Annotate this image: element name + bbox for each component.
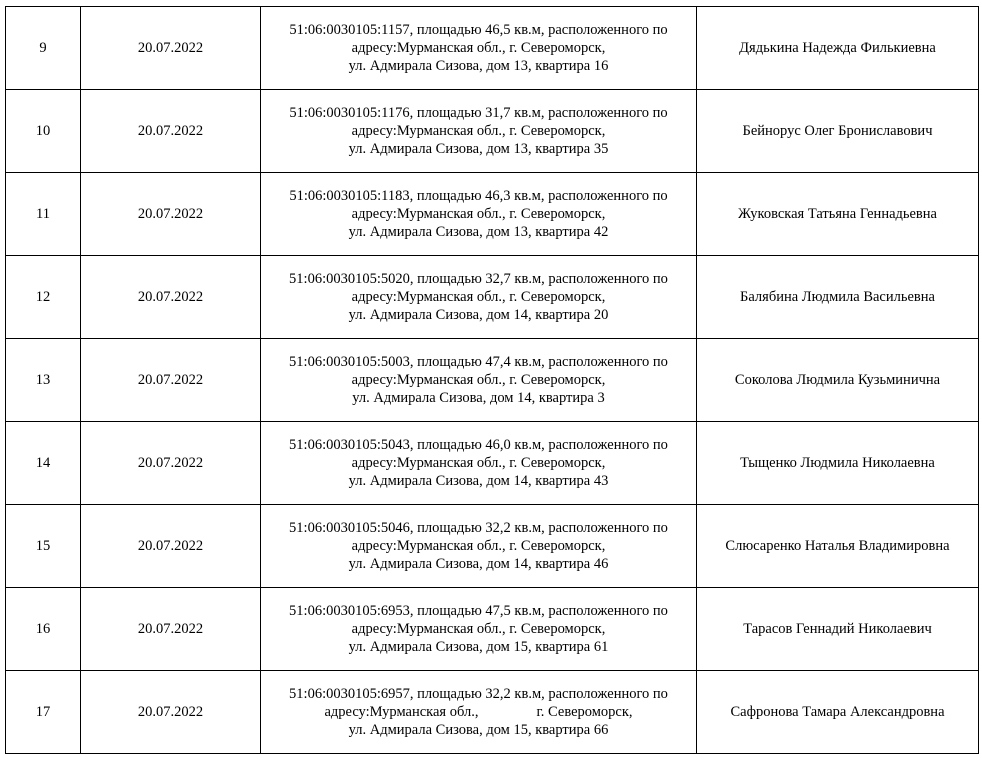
row-date: 20.07.2022 xyxy=(81,173,261,256)
table-row xyxy=(6,173,979,256)
row-date: 20.07.2022 xyxy=(81,90,261,173)
description-line: 51:06:0030105:1176, площадью 31,7 кв.м, расположенного по xyxy=(289,105,668,121)
row-date: 20.07.2022 xyxy=(81,7,261,90)
description-line: ул. Адмирала Сизова, дом 13, квартира 42 xyxy=(348,224,609,240)
row-property-description xyxy=(261,505,697,588)
row-number: 15 xyxy=(6,505,81,588)
row-number: 10 xyxy=(6,90,81,173)
row-owner-name: Жуковская Татьяна Геннадьевна xyxy=(697,173,979,256)
row-property-description xyxy=(261,7,697,90)
description-line: 51:06:0030105:5043, площадью 46,0 кв.м, расположенного по xyxy=(289,437,668,453)
description-line-split xyxy=(267,703,690,721)
table-row xyxy=(6,339,979,422)
description-line: 51:06:0030105:5003, площадью 47,4 кв.м, расположенного по xyxy=(289,354,668,370)
description-line: ул. Адмирала Сизова, дом 14, квартира 46 xyxy=(348,556,609,572)
row-owner-name: Слюсаренко Наталья Владимировна xyxy=(697,505,979,588)
description-line: ул. Адмирала Сизова, дом 14, квартира 20 xyxy=(348,307,609,323)
description-line-part: г. Североморск, xyxy=(536,704,633,720)
description-line: ул. Адмирала Сизова, дом 14, квартира 3 xyxy=(352,390,605,406)
row-owner-name: Соколова Людмила Кузьминична xyxy=(697,339,979,422)
row-date: 20.07.2022 xyxy=(81,505,261,588)
table-row xyxy=(6,7,979,90)
row-date: 20.07.2022 xyxy=(81,422,261,505)
row-number: 9 xyxy=(6,7,81,90)
table-row xyxy=(6,90,979,173)
description-line-part: адресу:Мурманская обл., xyxy=(324,704,479,720)
description-line: 51:06:0030105:1183, площадью 46,3 кв.м, расположенного по xyxy=(289,188,668,204)
row-property-description xyxy=(261,256,697,339)
table-row xyxy=(6,671,979,754)
row-property-description xyxy=(261,90,697,173)
description-line: адресу:Мурманская обл., г. Североморск, xyxy=(351,621,606,637)
description-line: ул. Адмирала Сизова, дом 13, квартира 35 xyxy=(348,141,609,157)
row-number: 13 xyxy=(6,339,81,422)
description-line: адресу:Мурманская обл., г. Североморск, xyxy=(351,40,606,56)
description-line: адресу:Мурманская обл., г. Североморск, xyxy=(351,206,606,222)
description-line: 51:06:0030105:1157, площадью 46,5 кв.м, расположенного по xyxy=(289,22,668,38)
row-property-description xyxy=(261,671,697,754)
description-line: 51:06:0030105:6953, площадью 47,5 кв.м, расположенного по xyxy=(289,603,668,619)
row-number: 17 xyxy=(6,671,81,754)
row-owner-name: Дядькина Надежда Филькиевна xyxy=(697,7,979,90)
description-line: ул. Адмирала Сизова, дом 15, квартира 66 xyxy=(348,722,609,738)
row-owner-name: Тыщенко Людмила Николаевна xyxy=(697,422,979,505)
table-row xyxy=(6,505,979,588)
description-line: адресу:Мурманская обл., г. Североморск, xyxy=(351,289,606,305)
description-line: адресу:Мурманская обл., г. Североморск, xyxy=(351,123,606,139)
description-line: 51:06:0030105:5020, площадью 32,7 кв.м, расположенного по xyxy=(289,271,668,287)
description-line: адресу:Мурманская обл., г. Североморск, xyxy=(351,538,606,554)
row-owner-name: Балябина Людмила Васильевна xyxy=(697,256,979,339)
description-line: ул. Адмирала Сизова, дом 15, квартира 61 xyxy=(348,639,609,655)
row-date: 20.07.2022 xyxy=(81,671,261,754)
description-line: 51:06:0030105:5046, площадью 32,2 кв.м, расположенного по xyxy=(289,520,668,536)
row-number: 12 xyxy=(6,256,81,339)
description-line: 51:06:0030105:6957, площадью 32,2 кв.м, расположенного по xyxy=(289,686,668,702)
table-row xyxy=(6,256,979,339)
row-number: 14 xyxy=(6,422,81,505)
row-property-description xyxy=(261,588,697,671)
row-property-description xyxy=(261,339,697,422)
row-property-description xyxy=(261,422,697,505)
description-line: ул. Адмирала Сизова, дом 14, квартира 43 xyxy=(348,473,609,489)
row-date: 20.07.2022 xyxy=(81,339,261,422)
row-owner-name: Бейнорус Олег Брониславович xyxy=(697,90,979,173)
description-line: адресу:Мурманская обл., г. Североморск, xyxy=(351,372,606,388)
row-owner-name: Сафронова Тамара Александровна xyxy=(697,671,979,754)
table-row xyxy=(6,588,979,671)
table-row xyxy=(6,422,979,505)
description-line: адресу:Мурманская обл., г. Североморск, xyxy=(351,455,606,471)
row-number: 11 xyxy=(6,173,81,256)
description-line: ул. Адмирала Сизова, дом 13, квартира 16 xyxy=(348,58,609,74)
row-owner-name: Тарасов Геннадий Николаевич xyxy=(697,588,979,671)
row-property-description xyxy=(261,173,697,256)
row-date: 20.07.2022 xyxy=(81,256,261,339)
row-date: 20.07.2022 xyxy=(81,588,261,671)
registry-table-body xyxy=(6,7,979,754)
row-number: 16 xyxy=(6,588,81,671)
registry-table xyxy=(5,6,979,754)
